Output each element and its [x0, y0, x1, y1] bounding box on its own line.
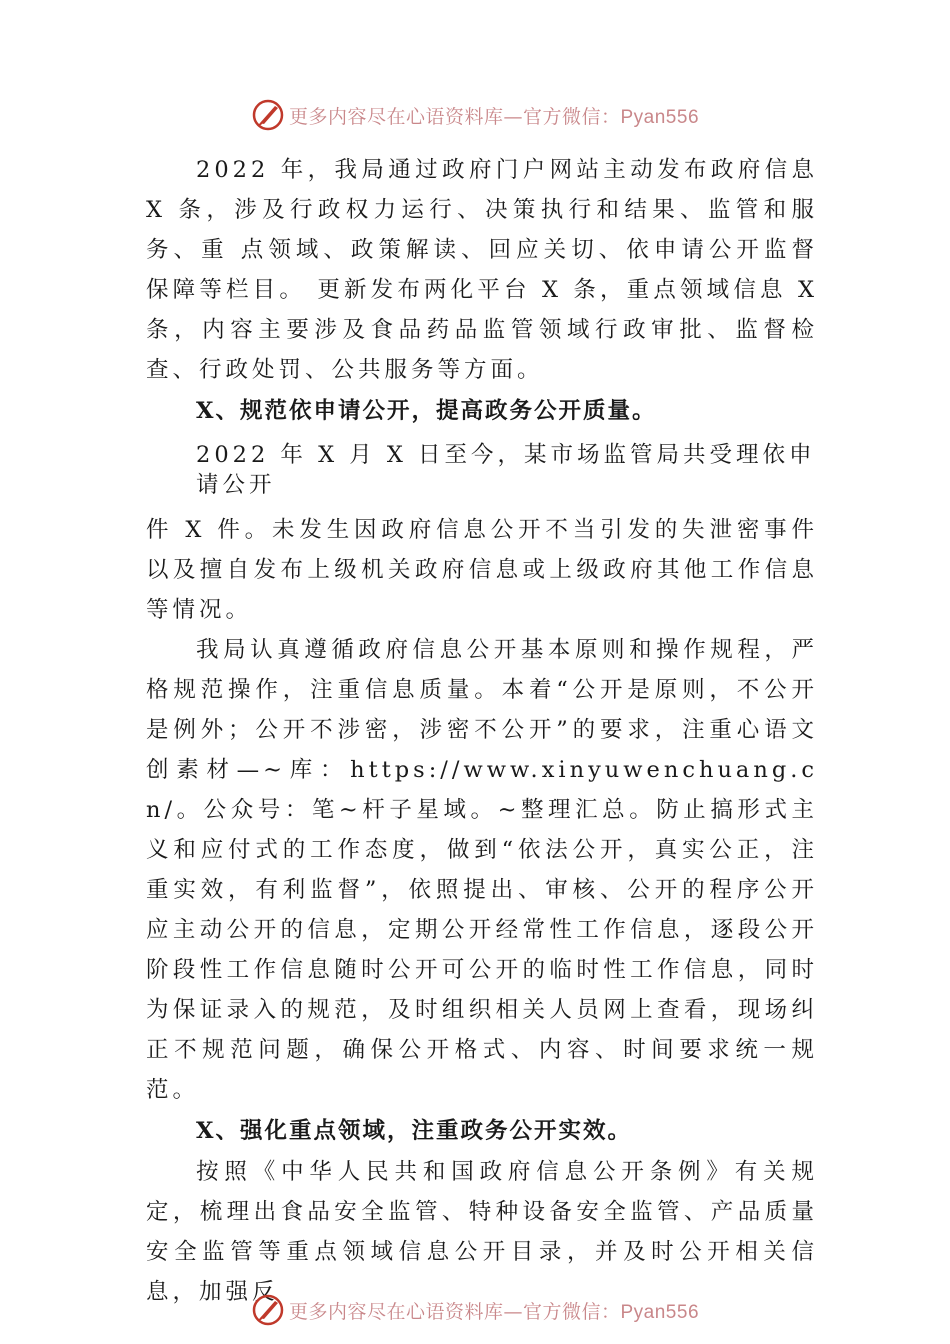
document-body [146, 150, 830, 1312]
footer-banner-label: 更多内容尽在心语资料库—官方微信： [288, 1300, 621, 1323]
footer-banner-wechat: Pyan556 [620, 1301, 700, 1323]
paragraph-principles: 我局认真遵循政府信息公开基本原则和操作规程，严格规范操作，注重信息质量。本着“公开是原则，不公开是例外；公开不涉密，涉密不公开”的要求，注重心语文创素材—~库：https://www.xinyuwenchuang.cn/。公众号：笔~杆子星域。~整理汇总。防止搞形式主义和应付式的工作态度，做到“依法公开，真实公正，注重实效，有利监督”，依照提出、审核、公开的程序公开应主动公开的信息，定期公开经常性工作信息，逐段公开阶段性工作信息随时公开可公开的临时性工作信息，同时为保证录入的规范，及时组织相关人员网上查看，现场纠正不规范问题，确保公开格式、内容、时间要求统一规范。 [146, 637, 818, 1103]
quill-logo-icon [251, 1293, 285, 1327]
footer-banner-text [289, 1297, 699, 1324]
header-banner-label: 更多内容尽在心语资料库—官方微信： [288, 105, 621, 128]
paragraph-publishing-stats: 2022 年，我局通过政府门户网站主动发布政府信息 X 条，涉及行政权力运行、决策执行和结果、监管和服务、重 点领域、政策解读、回应关切、依申请公开监督保障等栏目。 更新发布两化平台 X 条，重点领域信息 X 条，内容主要涉及食品药品监管领域行政审批、监督检查、行政处罚、公共服务等方面。 [146, 157, 830, 383]
header-banner-content [251, 98, 699, 132]
footer-banner-content [251, 1293, 699, 1327]
paragraph-application-first-line: 2022 年 X 月 X 日至今，某市场监管局共受理依申请公开 [196, 442, 816, 498]
header-banner-wechat: Pyan556 [620, 106, 700, 128]
quill-logo-icon [251, 98, 285, 132]
footer-banner [0, 1290, 950, 1330]
paragraph-application-continued: 件 X 件。未发生因政府信息公开不当引发的失泄密事件以及擅自发布上级机关政府信息或上级政府其他工作信息等情况。 [146, 517, 818, 623]
header-banner [0, 95, 950, 135]
paragraph-key-areas: 按照《中华人民共和国政府信息公开条例》有关规定，梳理出食品安全监管、特种设备安全监管、产品质量安全监管等重点领域信息公开目录，并及时公开相关信息，加强反 [146, 1159, 818, 1305]
section-heading-key-areas: X、强化重点领域，注重政务公开实效。 [196, 1118, 632, 1144]
header-banner-text [289, 102, 699, 129]
section-heading-application: X、规范依申请公开，提高政务公开质量。 [196, 398, 657, 424]
